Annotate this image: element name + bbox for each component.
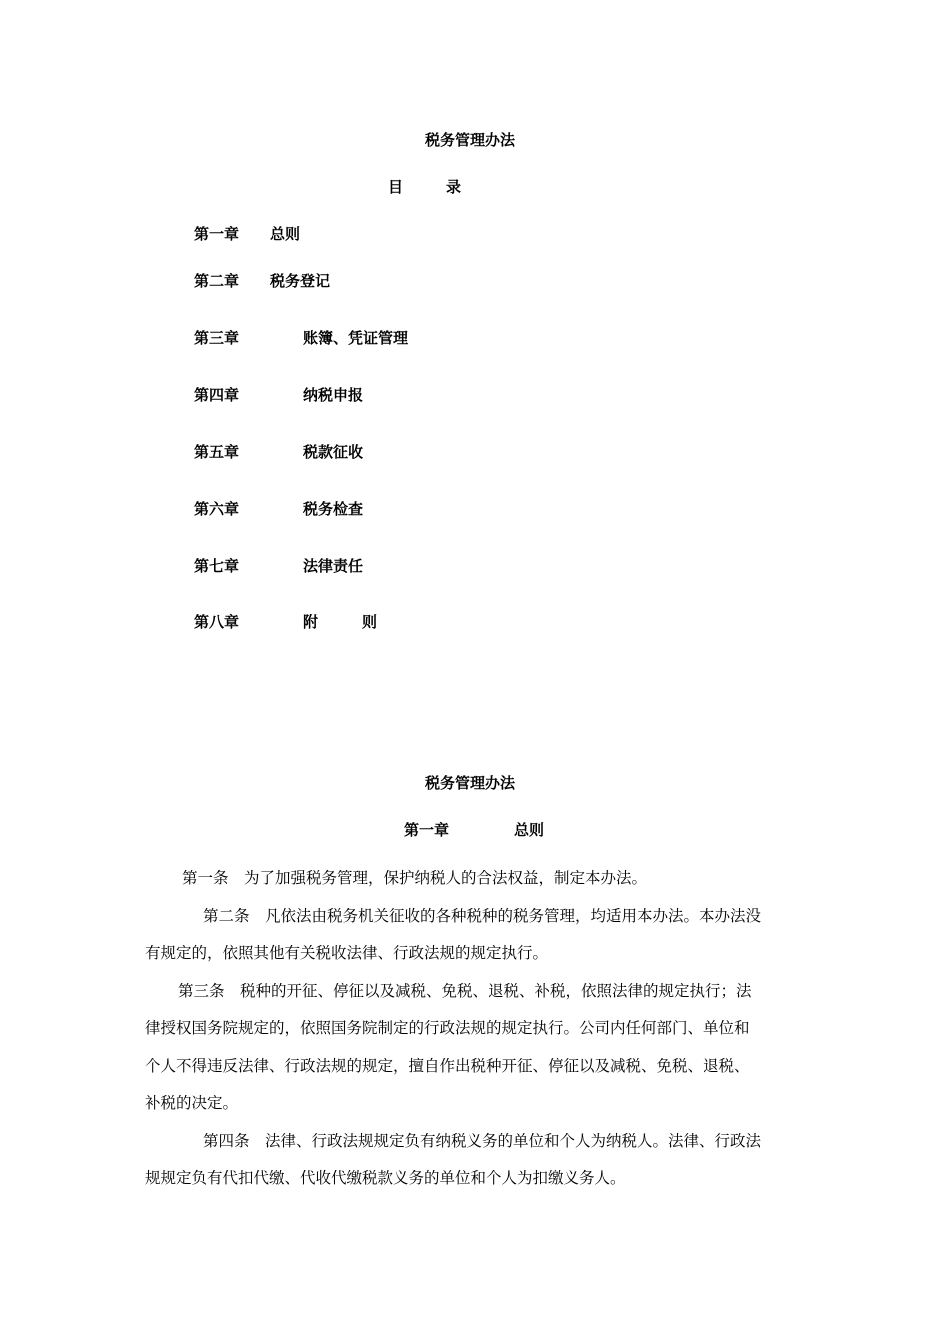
toc-chapter-3: 第三章: [194, 329, 240, 347]
toc-name-6: 税务检查: [303, 500, 364, 518]
chapter-heading-number: 第一章: [404, 821, 450, 839]
article-line: 规规定负有代扣代缴、代收代缴税款义务的单位和个人为扣缴义务人。: [145, 1169, 626, 1187]
toc-name-1: 总则: [270, 225, 301, 243]
chapter-heading-name: 总则: [514, 821, 545, 839]
content-title: 税务管理办法: [425, 774, 516, 792]
toc-chapter-6: 第六章: [194, 500, 240, 518]
toc-chapter-4: 第四章: [194, 386, 240, 404]
article-line: 第四条 法律、行政法规规定负有纳税义务的单位和个人为纳税人。法律、行政法: [203, 1132, 762, 1150]
article-line: 有规定的，依照其他有关税收法律、行政法规的规定执行。: [145, 944, 549, 962]
toc-heading-right: 录: [446, 178, 462, 196]
toc-name-4: 纳税申报: [303, 386, 364, 404]
toc-chapter-1: 第一章: [194, 225, 240, 243]
article-line: 第三条 税种的开征、停征以及减税、免税、退税、补税，依照法律的规定执行；法: [178, 982, 752, 1000]
toc-chapter-2: 第二章: [194, 272, 240, 290]
article-line: 个人不得违反法律、行政法规的规定，擅自作出税种开征、停征以及减税、免税、退税、: [145, 1057, 750, 1075]
toc-heading-left: 目: [388, 178, 404, 196]
article-line: 第二条 凡依法由税务机关征收的各种税种的税务管理，均适用本办法。本办法没: [203, 907, 762, 925]
toc-chapter-5: 第五章: [194, 443, 240, 461]
toc-name-5: 税款征收: [303, 443, 364, 461]
toc-name-7: 法律责任: [303, 557, 364, 575]
toc-chapter-7: 第七章: [194, 557, 240, 575]
article-line: 补税的决定。: [145, 1094, 239, 1112]
toc-chapter-8: 第八章: [194, 613, 240, 631]
toc-title: 税务管理办法: [425, 131, 516, 149]
toc-name-8-part1: 附: [303, 613, 319, 631]
article-line: 第一条 为了加强税务管理，保护纳税人的合法权益，制定本办法。: [182, 869, 648, 887]
article-line: 律授权国务院规定的，依照国务院制定的行政法规的规定执行。公司内任何部门、单位和: [145, 1019, 750, 1037]
toc-name-3: 账簿、凭证管理: [303, 329, 409, 347]
toc-name-2: 税务登记: [270, 272, 331, 290]
toc-name-8-part2: 则: [362, 613, 378, 631]
